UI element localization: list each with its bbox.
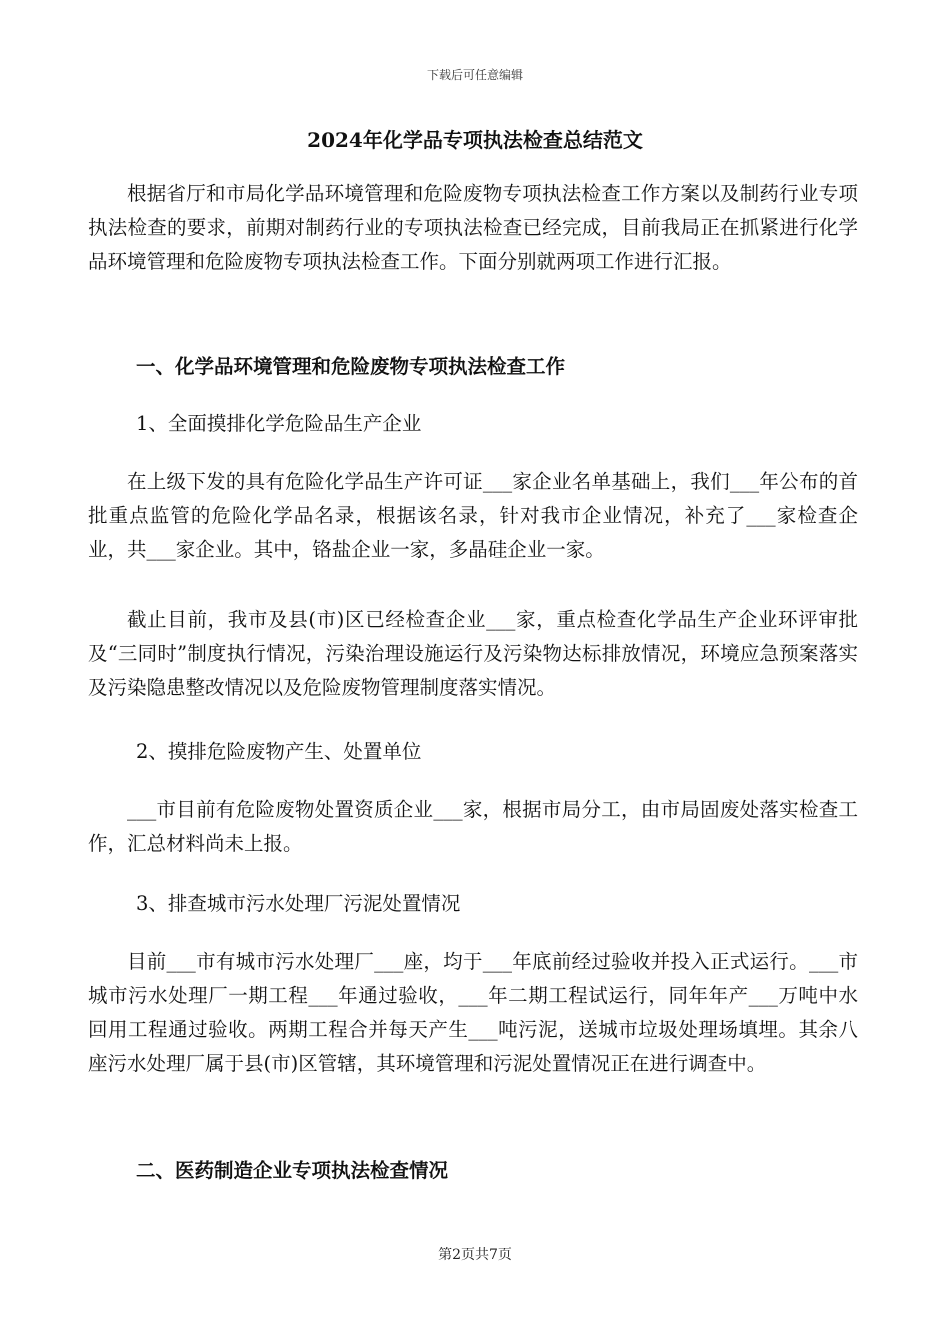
document-title: 2024年化学品专项执法检查总结范文 [307,128,643,152]
section-heading-2: 二、医药制造企业专项执法检查情况 [136,1159,449,1182]
page-footer: 第2页共7页 [438,1247,512,1263]
subsection-heading-2: 2、摸排危险废物产生、处置单位 [136,740,422,763]
paragraph-2: 在上级下发的具有危险化学品生产许可证___家企业名单基础上，我们___年公布的首批重点监管的危险化学品名录，根据该名录，针对我市企业情况，补充了___家检查企业，共___家企业。其中，铬盐企业一家，多晶硅企业一家。 [88,470,858,561]
paragraph-intro: 根据省厅和市局化学品环境管理和危险废物专项执法检查工作方案以及制药行业专项执法检查的要求，前期对制药行业的专项执法检查已经完成，目前我局正在抓紧进行化学品环境管理和危险废物专项执法检查工作。下面分别就两项工作进行汇报。 [88,182,858,273]
paragraph-3: 截止目前，我市及县(市)区已经检查企业___家，重点检查化学品生产企业环评审批及“三同时”制度执行情况，污染治理设施运行及污染物达标排放情况，环境应急预案落实及污染隐患整改情况以及危险废物管理制度落实情况。 [88,608,858,699]
subsection-heading-1: 1、全面摸排化学危险品生产企业 [136,412,422,435]
paragraph-5: 目前___市有城市污水处理厂___座，均于___年底前经过验收并投入正式运行。___市城市污水处理厂一期工程___年通过验收，___年二期工程试运行，同年年产___万吨中水回用工程通过验收。两期工程合并每天产生___吨污泥，送城市垃圾处理场填埋。其余八座污水处理厂属于县(市)区管辖，其环境管理和污泥处置情况正在进行调查中。 [88,950,858,1075]
section-heading-1: 一、化学品环境管理和危险废物专项执法检查工作 [136,355,566,378]
subsection-heading-3: 3、排查城市污水处理厂污泥处置情况 [136,892,461,915]
paragraph-4: ___市目前有危险废物处置资质企业___家，根据市局分工，由市局固废处落实检查工作，汇总材料尚未上报。 [88,798,858,855]
page-header: 下载后可任意编辑 [426,68,523,82]
